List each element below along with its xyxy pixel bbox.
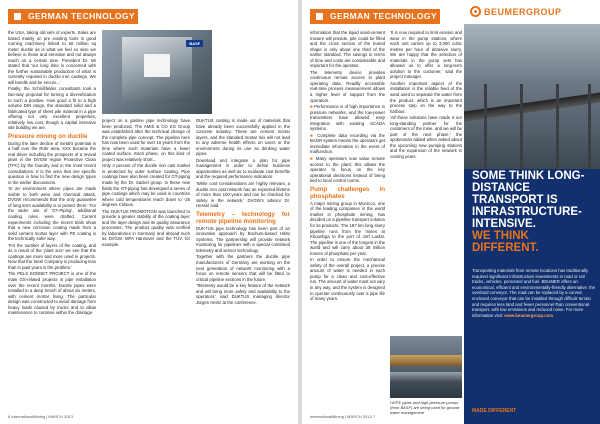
article-column-1 [310,30,385,415]
article-photo [102,30,212,114]
paragraph: 'In an environment where pipes are made visible to both wear and chemical attack, DVGW recommends that the only guarantee of long term availability is to protect them.' For the wider use of 'GT-Piping', additional coating rules were drafted. Current experiments including the recent trials show that a new corrosion coating made from a solid cement mortar layer with PE coating is the technically safer way. [8,186,96,242]
paragraph: Only 3 percent of the ductile iron cast market is protected by outer surface coating. Pipe coatings have also been created for GT-piping made by the Dr. Sackel group. In these new fields the GT-piping has developed a series of pipe coatings which may be used in countries where cold temperatures reach down to -25 degrees Celsius. [102,163,190,208]
bullet-item: ■ Complete data recording via the BAGR system means the operators get immediate information in the event of malfunction. [310,132,385,155]
subheading: Pump challenges in phosphates [310,185,385,200]
header-marker [14,13,21,20]
paragraph: project on a gasline pipe technology have been produced. The AMIS & CO KG Group was established after the technical change of the complete pipe concept. The pipeline here has now been used for over 10 years from the time where such materials have a lower coated surface. Each phase, on this kind of project was relatively short... [102,118,190,162]
ad-headline [472,170,596,254]
paragraph: 'While cost considerations are highly relevant, a ductile iron cast network has an expected lifetime of more than 100 years and can be checked for safety in the network,' DVGW's advisor Dr. Hessel said. [196,181,290,209]
conveyor-photo [464,24,600,169]
paragraph: The DUKTUS PROMOTION was launched to provide a greater stability of the coating layer and the layer design and its quality assurance processes. The product quality was verified by laboratories in Germany and abroad such as DVGW, MPA Hannover and the TÜV, for example. [102,208,190,248]
ad-headline-orange: WE THINK DIFFERENT. [472,230,539,254]
ad-website-link[interactable]: www.beumergroup.com [504,312,554,318]
ad-body-text: Transporting materials from remote locations has traditionally required significant infrastructure investments in road or rail tracks, vehicles, personnel and fuel. BEUMER offers an economical, efficient and environmentally-friendly alternative: the overland conveyor. The road can be replaced by a curved, enclosed conveyor that can be installed through difficult terrain and requires less land and fewer personnel than conventional transport, with low emissions and reduced noise. For more information visit: www.beumergroup.com [472,268,596,318]
paragraph: Download and integrate a plan for pipe management in order to define business opportunities as well as to evaluate cost benefits and the required performance indicators. [196,157,290,180]
paragraph: 'Telemetry would be a key feature of the network and will bring more safety and availability to the operators,' said DUKTUS managing director Jürgen Heinz at the conference. [196,283,290,305]
page-footer: 6 InternationalMining | MARCH 2013 [8,414,74,419]
paragraph: The PELS SONNET PROJECT is one of the main GS-related projects in pipe installation over the recent months. Ductile pipes were installed in a deep trench of about six meters, with cement mortar lining. The particular design was constructed to avoid damage from heavy loads caused by trucks and to allow maintenance to continue within the drainage. [8,271,96,316]
beumer-logo-text: BEUMERGROUP [484,7,562,17]
section-header [8,9,138,24]
article-column-1 [8,30,96,415]
basf-logo: BASF [186,40,203,47]
header-marker [316,13,323,20]
bullet-item: ■ Performance is of high importance in pressure networks, and the low-power transmitters have allowed easy integration with existing SCADA systems. [310,104,385,132]
beumer-logo-icon [470,6,481,17]
beumer-advertisement[interactable] [464,0,600,424]
paragraph: In order to ensure the mechanical safety of the overall project, a precise amount of water is needed in each pump for a clean and cost-effective run. The amount of water must not vary in any way, and the system is designed to operate continuously over a pipe life of many years. [310,257,385,302]
article-column-3 [196,118,290,415]
section-header-label: GERMAN TECHNOLOGY [28,11,135,21]
photo-caption: HDPE pipes and high-pressure pumps (from BASF) are being used for ground water management [390,400,460,415]
paragraph: DUKTUS coating is made out of materials that have already been successfully applied in the concrete industry. These are cement mortar layers, and the standard mortar mix will not lead to any adverse health effects on users or the environment during its use as drinking water pipes. [196,118,290,157]
paragraph: A major mining group in Morocco, one of the leading companies in the world market in phosphate mining, has decided on a pipeline transport solution for its products. The 187 km long slurry pipeline runs from the mines at Khouribga to the port of Jorf Lasfar. The pipeline is one of the longest in the world and will carry about 38 million tonnes of phosphate per year. [310,200,385,256]
paragraph: During the later decline of metal's potential in a half over the Ruhr area, XXX became the real driver including the prospects of a revival plant in the DVGW region Protective Class (TPC) by the foundry and in the most recent consultations. It is the area that one specific question is how to find the new design types in the earlier discussions. [8,140,96,185]
subheading: Pressure mining on ductile [8,132,88,140]
paragraph: 'It is now required to limit erosion and wear in the pump stations, where each unit carries up to 3,000 cubic metres per hour of abrasive slurry. We are happy that the selection of materials in the pump sets has allowed us to offer a long-term solution to the customer,' said the project manager. [390,30,462,80]
ad-logo-band [464,0,600,24]
article-column-2 [390,30,462,330]
bullet-item: ■ Many operators now value remote access to the plant; this allows the operator to focus on the key operational decisions instead of being tied to local control rooms. [310,156,385,184]
paragraph: Finally, the Schloßfelder consultants took a two-way proposal for turning a diversification to such a positive. How good a fit to a high volume DIN range, the standard solid and a fabricated type of sheet pile material in a pipe offering not only excellent properties, relatively low cost, though a capital intensive site building we are. [8,86,96,131]
paragraph: The telemetry device provides continuous remote access to plant operating data. Readily accessible real-time process measurement allows a higher level of support from the operators. [310,69,385,103]
paragraph: information that the liquid sand-cement mixture will provide, pile could be filled and the cross section of the buried shape is only about one third of the earlier standard. The savings in terms of time and costs are considerable and important for the operator. [310,30,385,69]
ad-headline-white: SOME THINK LONG-DISTANCE TRANSPORT IS INFRASTRUCTURE-INTENSIVE. [472,170,585,230]
article-column-2 [102,118,190,415]
paragraph: the USA, taking old sets of experts. Sales are based mainly on pre existing tools in good running machinery linked to 60 million sq meter ductile as is what we feel so wise we believe in those and sensitive and not always reach on a certain time. President Dr. Wi stated that 'our long time is concerned with the further sustainable production of what is currently required in ductile iron castings. We will handle and be secure...' [8,30,96,85]
paragraph: Another important aspect of the installation is the reliable feed of the sand used to separate the water from the product, which is an important process step on the way to the harbour. [390,80,462,114]
page-footer: InternationalMining | MARCH 2013 7 [310,414,376,419]
paragraph: Together with the partners the ductile pipe manufacturers of Germany are working on the next generation of network monitoring with a focus on remote sensors that will be fitted to critical pipeline sections in the future. [196,254,290,282]
paragraph: 'All these solutions have made it our long-standing partner for the customers of the mine, and we will be part of the next phase,' the spokesman added when asked about the upcoming new pumping stations and the expansion of the network in coming years. [390,115,462,160]
paragraph: 'For the number of layers of the coating, and as a result of the 'plant size' we see that the coatings are more and more used in projects. Now that the Steel Company is producing less than in past years is the problem.' [8,242,96,270]
subheading: Telemetry – technology for remote pipeline monitoring [196,210,290,225]
section-header [310,9,440,24]
ad-slogan: MADE DIFFERENT [472,408,517,414]
left-magazine-page [0,0,298,424]
pipeline-photo [390,336,462,398]
paragraph: DUKTUS pipe technology has been part of an innovative approach by Bochum-based HiMo Systems. The partnership will provide network monitoring for pipelines with a special combined telemetry and sensor technology. [196,225,290,253]
section-header-label: GERMAN TECHNOLOGY [330,11,437,21]
